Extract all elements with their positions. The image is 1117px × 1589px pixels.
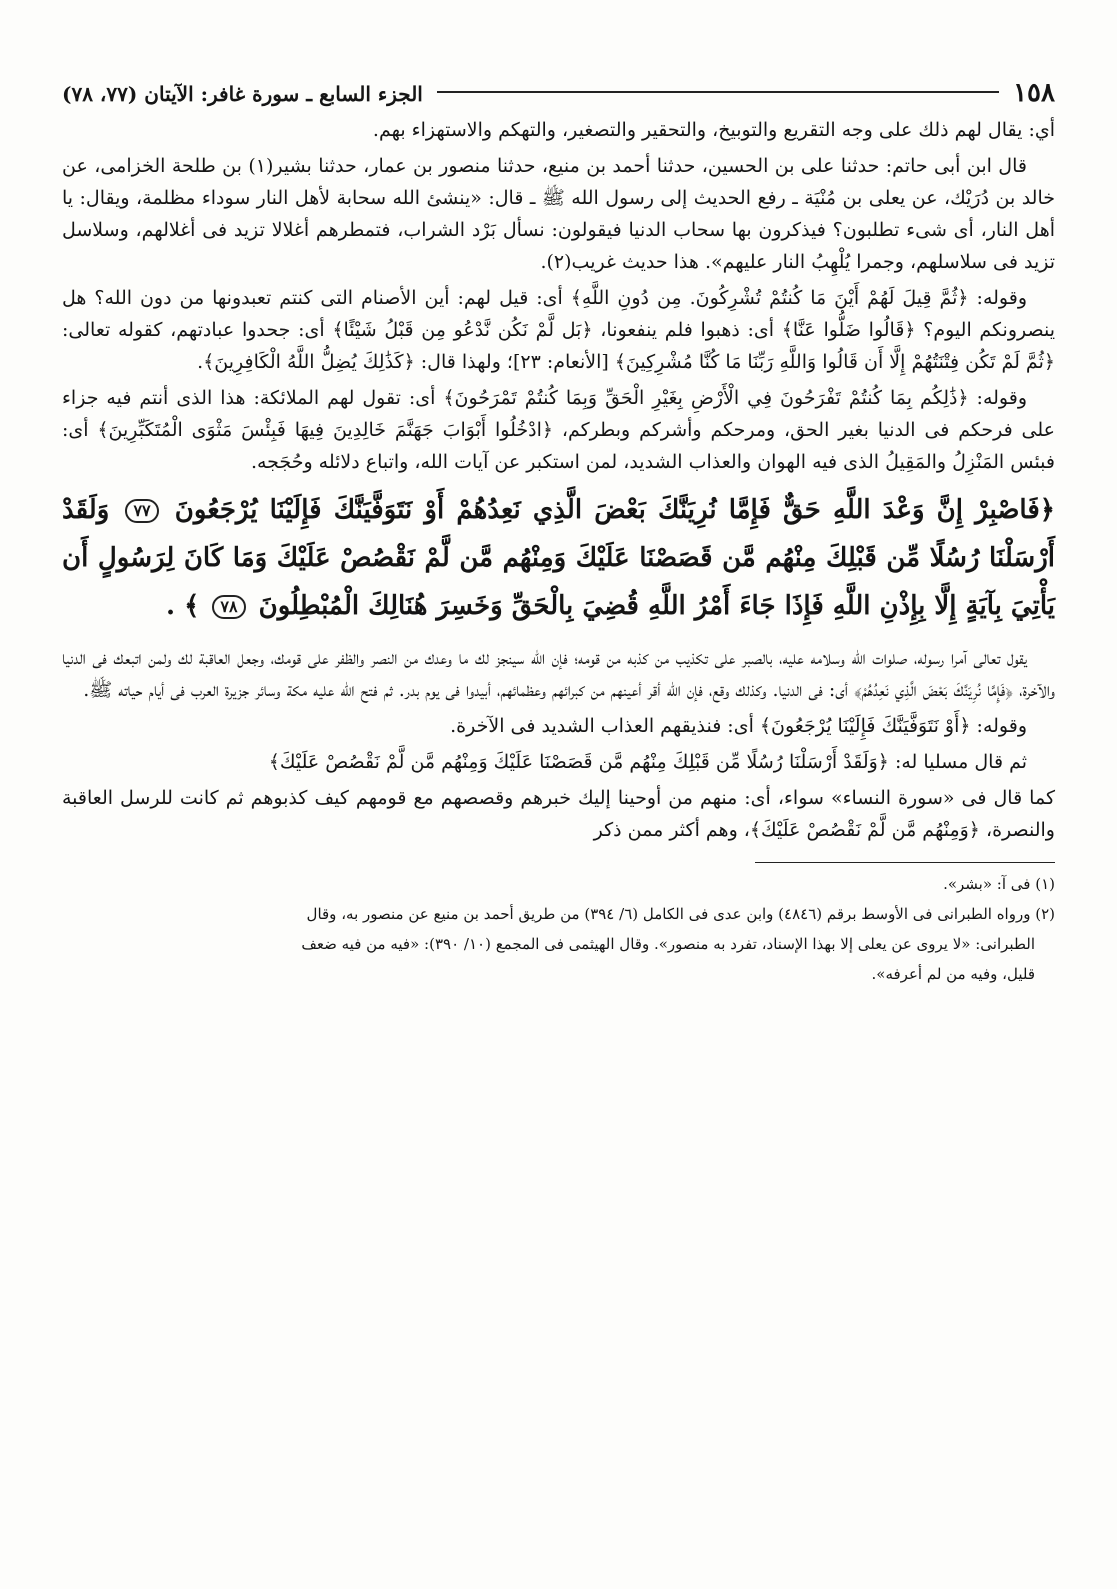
running-title: الجزء السابع ـ سورة غافر: الآيتان (٧٧، ٧٨) [62, 82, 423, 106]
verse-end-bracket: ﴾ . [165, 591, 200, 621]
footnote-2-cont: الطبرانى: «لا يروى عن يعلى إلا بهذا الإسناد، تفرد به منصور». وقال الهيثمى فى المجمع (١٠/ ٣٩٠): «فيه من فيه ضعف [301, 935, 1035, 953]
verse-78-text: وَلَقَدْ أَرْسَلْنَا رُسُلًا مِّن قَبْلِكَ مِنْهُم مَّن قَصَصْنَا عَلَيْكَ وَمِنْهُم مَّن لَّمْ نَقْصُصْ عَلَيْكَ وَمَا كَانَ لِرَسُولٍ أَن يَأْتِيَ بِآيَةٍ إِلَّا بِإِذْنِ اللَّهِ فَإِذَا جَاءَ أَمْرُ اللَّهِ قُضِيَ بِالْحَقِّ وَخَسِرَ هُنَالِكَ الْمُبْطِلُونَ [62, 495, 1055, 621]
verse-77-text: ﴿فَاصْبِرْ إِنَّ وَعْدَ اللَّهِ حَقٌّ فَإِمَّا نُرِيَنَّكَ بَعْضَ الَّذِي نَعِدُهُمْ أَوْ نَتَوَفَّيَنَّكَ فَإِلَيْنَا يُرْجَعُونَ [174, 495, 1055, 525]
footnote-rule [755, 862, 1055, 863]
paragraph-3: وقوله: ﴿ثُمَّ قِيلَ لَهُمْ أَيْنَ مَا كُنتُمْ تُشْرِكُونَ. مِن دُونِ اللَّهِ﴾ أى: قيل لهم: أين الأصنام التى كنتم تعبدونها من دون الله؟ هل ينصرونكم اليوم؟ ﴿قَالُوا ضَلُّوا عَنَّا﴾ أى: ذهبوا فلم ينفعونا، ﴿بَل لَّمْ نَكُن نَّدْعُو مِن قَبْلُ شَيْئًا﴾ أى: جحدوا عبادتهم، كقوله تعالى: ﴿ثُمَّ لَمْ تَكُن فِتْنَتُهُمْ إِلَّا أَن قَالُوا وَاللَّهِ رَبِّنَا مَا كُنَّا مُشْرِكِينَ﴾ [الأنعام: ٢٣]؛ ولهذا قال: ﴿كَذَٰلِكَ يُضِلُّ اللَّهُ الْكَافِرِينَ﴾. [62, 287, 1055, 373]
footnote-2-end: قليل، وفيه من لم أعرفه». [871, 965, 1035, 983]
page-body [62, 114, 1055, 846]
paragraph-5: يقول تعالى آمرا رسوله، صلوات الله وسلامه عليه، بالصبر على تكذيب من كذبه من قومه؛ فإن الله سينجز لك ما وعدك من النصر والظفر على قومك، وجعل العاقبة لك ولمن اتبعك فى الدنيا والآخرة، ﴿فَإِمَّا نُرِيَنَّكَ بَعْضَ الَّذِي نَعِدُهُمْ﴾ أى: فى الدنيا. وكذلك وقع، فإن الله أقر أعينهم من كبرائهم وعظمائهم، أبيدوا فى يوم بدر. ثم فتح الله عليه مكة وسائر جزيرة العرب فى أيام حياته ﷺ. [62, 647, 1055, 701]
verse-78-number: ٧٨ [212, 595, 245, 619]
paragraph-6: وقوله: ﴿أَوْ نَتَوَفَّيَنَّكَ فَإِلَيْنَا يُرْجَعُونَ﴾ أى: فنذيقهم العذاب الشديد فى الآخرة. [450, 715, 1027, 737]
verse-77-number: ٧٧ [125, 499, 158, 523]
page-header [62, 78, 1055, 114]
footnotes [62, 871, 1055, 987]
paragraph-7: ثم قال مسليا له: ﴿وَلَقَدْ أَرْسَلْنَا رُسُلًا مِّن قَبْلِكَ مِنْهُم مَّن قَصَصْنَا عَلَيْكَ وَمِنْهُم مَّن لَّمْ نَقْصُصْ عَلَيْكَ﴾ [268, 751, 1027, 773]
header-rule [437, 91, 999, 93]
footnote-2: (٢) ورواه الطبرانى فى الأوسط برقم (٤٨٤٦) وابن عدى فى الكامل (٦/ ٣٩٤) من طريق أحمد بن منيع عن منصور به، وقال [306, 905, 1055, 923]
footnote-1: (١) فى آ: «بشر». [943, 875, 1055, 893]
paragraph-8: كما قال فى «سورة النساء» سواء، أى: منهم من أوحينا إليك خبرهم وقصصهم مع قومهم كيف كذبوهم ثم كانت للرسل العاقبة والنصرة، ﴿وَمِنْهُم مَّن لَّمْ نَقْصُصْ عَلَيْكَ﴾، وهم أكثر ممن ذكر [62, 787, 1055, 841]
page-number: ١٥٨ [1013, 78, 1055, 108]
quran-verses [62, 486, 1055, 630]
paragraph-2: قال ابن أبى حاتم: حدثنا على بن الحسين، حدثنا أحمد بن منيع، حدثنا منصور بن عمار، حدثنا بشير(١) بن طلحة الخزامى، عن خالد بن دُرَيْك، عن يعلى بن مُنْيَة ـ رفع الحديث إلى رسول الله ﷺ ـ قال: «ينشئ الله سحابة لأهل النار سوداء مظلمة، ويقال: يا أهل النار، أى شىء تطلبون؟ فيذكرون بها سحاب الدنيا فيقولون: نسأل بَرْد الشراب، فتمطرهم أغلالا تزيد فى أغلالهم، وسلاسل تزيد فى سلاسلهم، وجمرا يُلْهِبُ النار عليهم». هذا حديث غريب(٢). [62, 155, 1055, 273]
paragraph-1: أي: يقال لهم ذلك على وجه التقريع والتوبيخ، والتحقير والتصغير، والتهكم والاستهزاء بهم. [372, 119, 1055, 141]
paragraph-4: وقوله: ﴿ذَٰلِكُم بِمَا كُنتُمْ تَفْرَحُونَ فِي الْأَرْضِ بِغَيْرِ الْحَقِّ وَبِمَا كُنتُمْ تَمْرَحُونَ﴾ أى: تقول لهم الملائكة: هذا الذى أنتم فيه جزاء على فرحكم فى الدنيا بغير الحق، ومرحكم وأشركم وبطركم، ﴿ادْخُلُوا أَبْوَابَ جَهَنَّمَ خَالِدِينَ فِيهَا فَبِئْسَ مَثْوَى الْمُتَكَبِّرِينَ﴾ أى: فبئس المَنْزِلُ والمَقِيلُ الذى فيه الهوان والعذاب الشديد، لمن استكبر عن آيات الله، واتباع دلائله وحُجَجه. [62, 387, 1055, 473]
